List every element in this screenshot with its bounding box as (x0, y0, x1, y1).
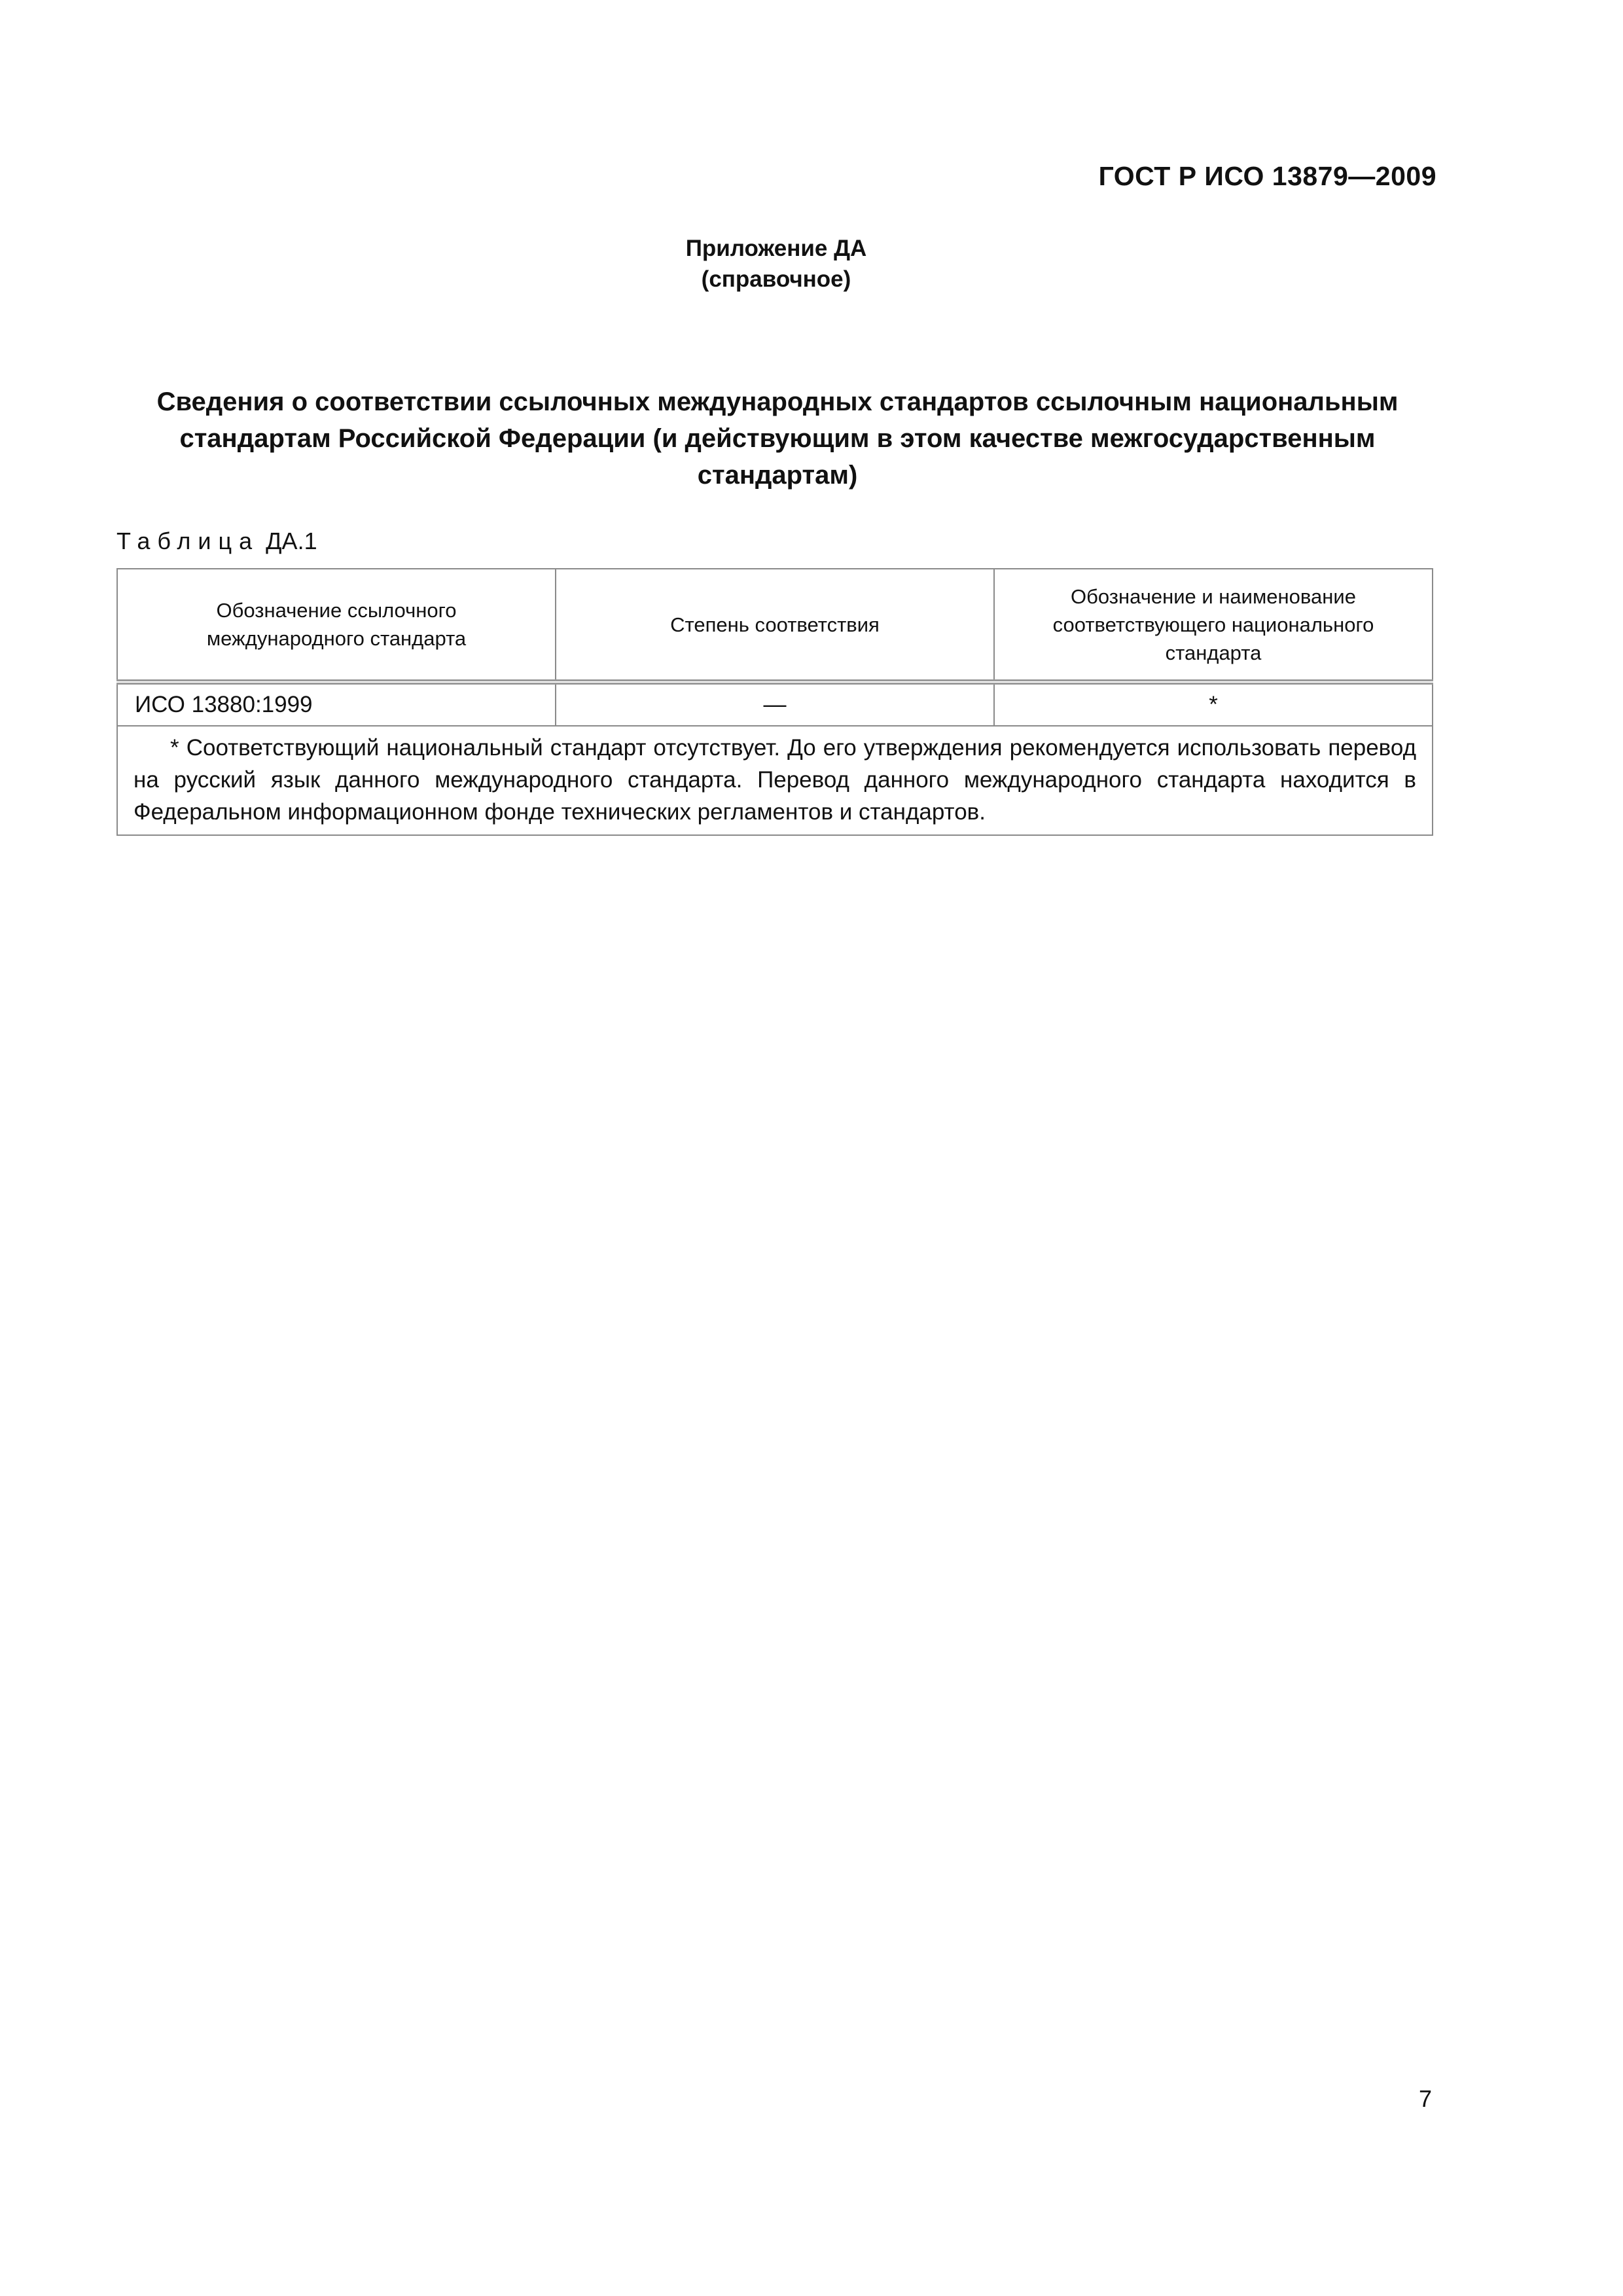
appendix-subtitle: (справочное) (701, 266, 851, 292)
table-header-row (117, 569, 1433, 682)
cell-national: * (994, 682, 1433, 726)
header-degree (556, 569, 994, 682)
table-footnote (117, 726, 1433, 835)
cell-degree: — (556, 682, 994, 726)
document-code: ГОСТ Р ИСО 13879—2009 (1098, 161, 1436, 191)
appendix-heading (0, 233, 1552, 295)
table-caption-number: ДА.1 (266, 528, 317, 554)
header-degree-label: Степень соответствия (670, 613, 880, 636)
footnote-row (117, 726, 1433, 835)
header-reference-standard-label: Обозначение ссылочного международного стандарта (206, 599, 467, 650)
table-row (117, 682, 1433, 726)
appendix-title: Приложение ДА (685, 236, 867, 261)
header-national-standard (994, 569, 1433, 682)
header-national-standard-label: Обозначение и наименование соответствующего национального стандарта (1052, 584, 1374, 664)
section-title: Сведения о соответствии ссылочных международных стандартов ссылочным национальным стандартам Российской Федерации (и действующим в этом качестве межгосударственным стандартам) (156, 387, 1399, 490)
cell-designation: ИСО 13880:1999 (117, 682, 556, 726)
page-number: 7 (1418, 2085, 1432, 2112)
table-footnote-text: * Соответствующий национальный стандарт отсутствует. До его утверждения рекомендуется использовать перевод на русский язык данного международного стандарта. Перевод данного международного стандарта находится в Федеральном информационном фонде технических регламентов и стандартов. (134, 735, 1416, 825)
table-caption (116, 528, 317, 555)
table-caption-word: Таблица (116, 528, 260, 554)
header-reference-standard (117, 569, 556, 682)
correspondence-table (116, 568, 1433, 836)
